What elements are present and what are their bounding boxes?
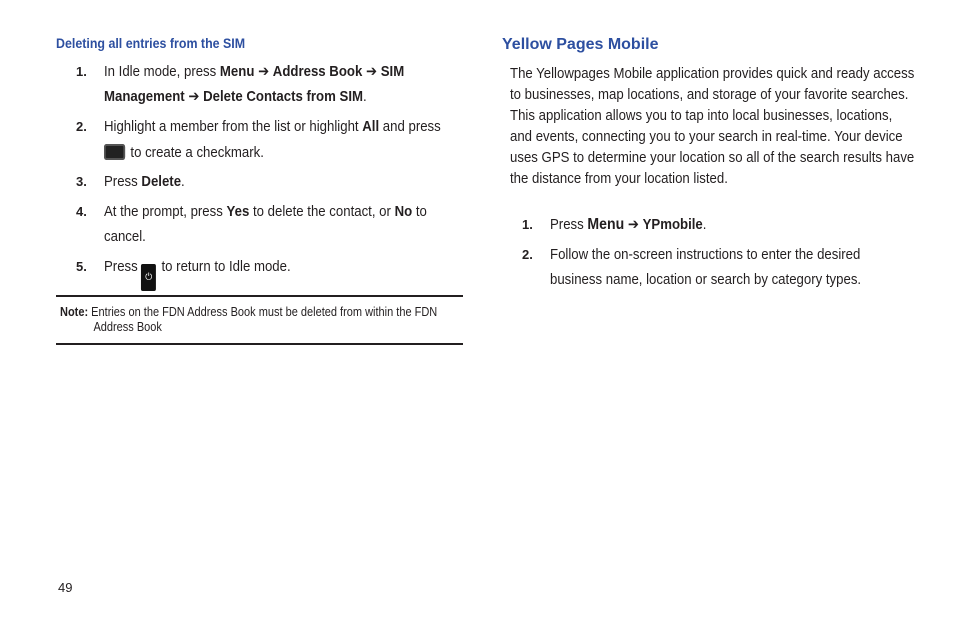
step-text: [550, 212, 706, 237]
step-text: [104, 59, 404, 84]
step-text-segment: to: [412, 203, 427, 220]
step-number: 5.: [76, 259, 87, 274]
menu-keyword: Menu: [219, 63, 255, 80]
yes-keyword: Yes: [226, 203, 250, 220]
step-text: [104, 254, 291, 291]
delete-keyword: Delete: [141, 173, 182, 190]
ypmobile-keyword: YPmobile: [642, 216, 703, 233]
delete-contacts-keyword: Delete Contacts from SIM: [203, 88, 363, 105]
step-text: cancel.: [104, 228, 146, 245]
step-text-segment: .: [702, 216, 707, 233]
section-heading-yellow-pages: Yellow Pages Mobile: [502, 36, 659, 53]
section-heading-delete-sim: Deleting all entries from the SIM: [56, 36, 246, 51]
page-number: 49: [58, 580, 73, 595]
note-line: Address Book: [93, 320, 162, 334]
step-text: [104, 84, 367, 109]
step-number: 1.: [76, 64, 87, 79]
step-text-segment: In Idle mode, press: [104, 63, 220, 80]
address-book-keyword: Address Book: [272, 63, 363, 80]
arrow-icon: ➔: [627, 216, 639, 233]
step-text-segment: .: [181, 173, 185, 190]
menu-keyword: Menu: [587, 216, 625, 233]
note-text: [60, 305, 437, 335]
step-number: 2.: [76, 119, 87, 134]
step-text-segment: Press: [550, 216, 588, 233]
no-keyword: No: [394, 203, 413, 220]
note-line: Entries on the FDN Address Book must be deleted from within the FDN: [91, 305, 438, 319]
description-paragraph: The Yellowpages Mobile application provides quick and ready access to businesses, map locations, and storage of your favorite searches. This application allows you to tap into local businesses, locations, and events, connecting you to your search in real-time. Your device uses GPS to determine your location so all of the search results have the distance from your location listed.: [510, 65, 915, 187]
step-text-segment: and press: [379, 118, 441, 135]
all-keyword: All: [362, 118, 380, 135]
step-text: [104, 140, 264, 165]
step-text: [104, 199, 427, 224]
arrow-icon: ➔: [188, 88, 200, 105]
step-text-segment: Press: [104, 258, 138, 275]
step-text-segment: .: [362, 88, 367, 105]
arrow-icon: ➔: [365, 63, 378, 80]
end-key-icon: ⏻: [141, 264, 156, 291]
step-number: 1.: [522, 217, 533, 232]
select-key-icon: [104, 144, 125, 160]
step-text-segment: to create a checkmark.: [130, 144, 264, 161]
step-text-segment: At the prompt, press: [104, 203, 227, 220]
note-box: [56, 295, 463, 345]
step-number: 2.: [522, 247, 533, 262]
arrow-icon: ➔: [258, 63, 270, 80]
step-text-segment: Highlight a member from the list or highlight: [104, 118, 363, 135]
note-label: Note:: [60, 305, 89, 319]
step-text-segment: to delete the contact, or: [249, 203, 395, 220]
step-text: Follow the on-screen instructions to enter the desired: [550, 246, 861, 263]
step-number: 4.: [76, 204, 87, 219]
step-text: business name, location or search by category types.: [550, 271, 862, 288]
step-text-segment: Press: [104, 173, 142, 190]
sim-keyword: SIM: [380, 63, 405, 80]
step-text: [104, 114, 441, 139]
step-text: [104, 169, 185, 194]
step-text-segment: to return to Idle mode.: [161, 258, 291, 275]
step-number: 3.: [76, 174, 87, 189]
management-keyword: Management: [104, 88, 185, 105]
